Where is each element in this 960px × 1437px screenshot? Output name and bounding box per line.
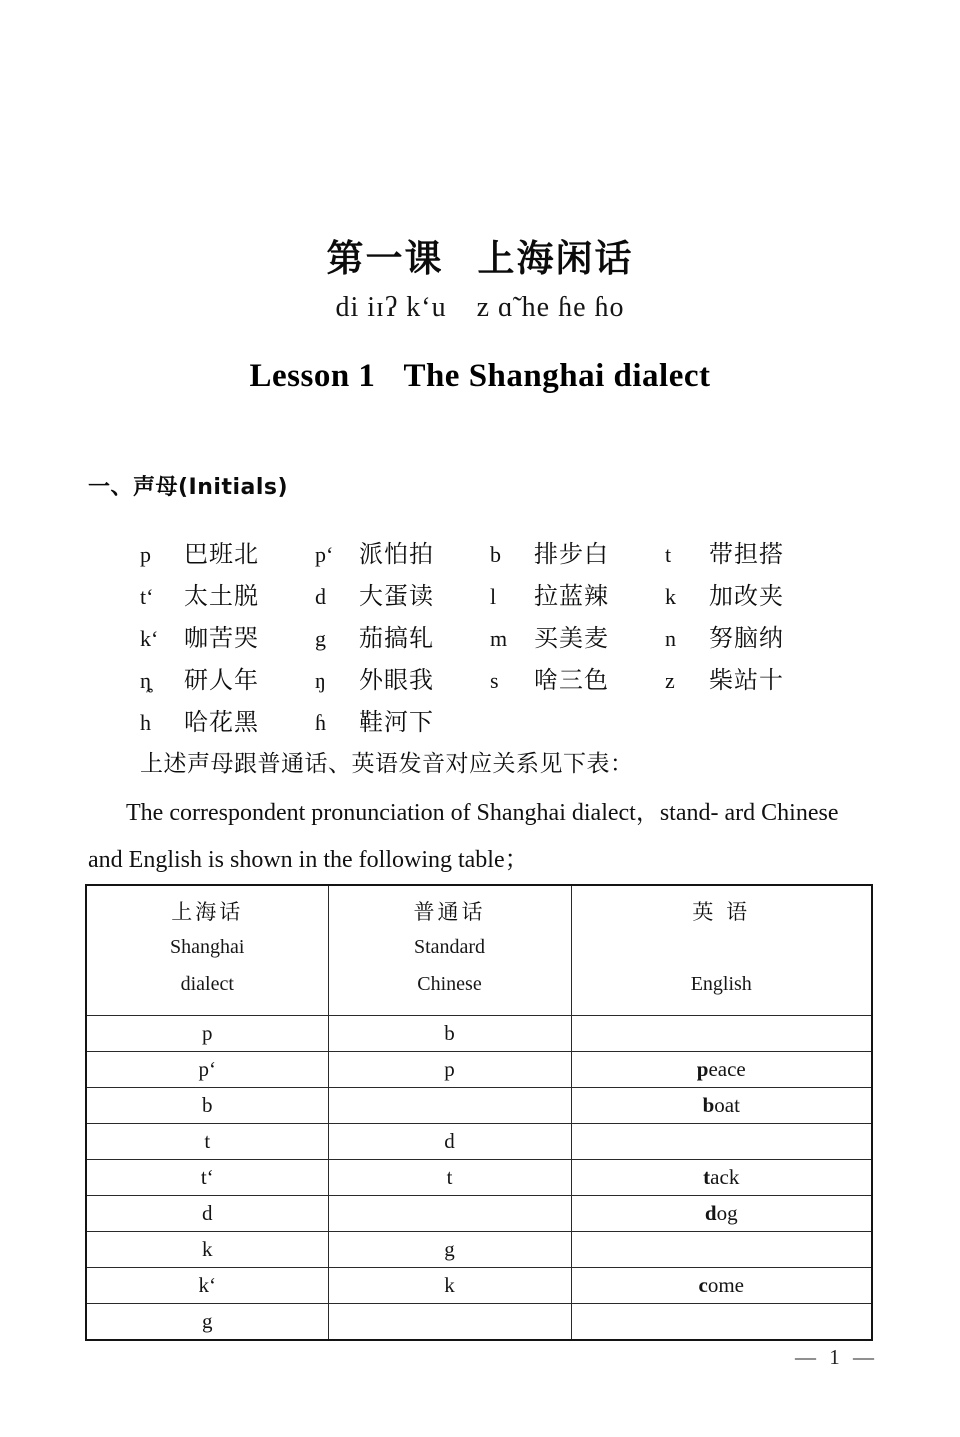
cell-mandarin [328, 1196, 571, 1232]
initial-entry [665, 660, 840, 695]
english-lead-letter: d [704, 1201, 717, 1225]
table-header-english-cn: 英 语 [692, 900, 751, 924]
initial-entry [315, 618, 490, 653]
initial-examples: 努脑纳 [709, 623, 784, 652]
title-english-lesson: Lesson 1 [249, 358, 376, 394]
initial-entry [665, 534, 840, 569]
initial-entry [665, 618, 840, 653]
initial-examples: 外眼我 [359, 665, 434, 694]
initial-examples: 鞋河下 [359, 707, 434, 736]
table-header-shanghai [86, 885, 328, 1016]
phonetic-subject: z ɑ̃ he ɦe ɦo [476, 292, 625, 323]
initials-row [140, 614, 840, 656]
cell-english [571, 1160, 872, 1196]
initials-grid [140, 530, 840, 740]
initial-examples: 巴班北 [184, 539, 259, 568]
initial-examples: 研人年 [184, 665, 259, 694]
cell-shanghai: d [86, 1196, 328, 1232]
initial-symbol: p [140, 541, 151, 567]
initial-entry [140, 660, 315, 695]
table-header-english-en [572, 929, 872, 1003]
initial-symbol: s [490, 667, 499, 693]
table-header-mandarin [328, 885, 571, 1016]
cell-english [571, 1304, 872, 1341]
cell-mandarin: d [328, 1124, 571, 1160]
table-header-row [86, 885, 872, 1016]
initials-row [140, 530, 840, 572]
english-lead-letter: c [698, 1273, 708, 1297]
table-row [86, 1052, 872, 1088]
cell-shanghai: t [86, 1124, 328, 1160]
initial-entry [140, 618, 315, 653]
cell-english [571, 1268, 872, 1304]
initial-symbol: n [665, 625, 676, 651]
initial-examples: 茄搞轧 [359, 623, 434, 652]
cell-shanghai: b [86, 1088, 328, 1124]
cell-mandarin: k [328, 1268, 571, 1304]
initial-symbol: z [665, 667, 675, 693]
table-row [86, 1016, 872, 1052]
initial-symbol: tʻ [140, 583, 154, 609]
cell-english [571, 1052, 872, 1088]
english-rest: eace [708, 1057, 746, 1081]
initial-entry [490, 534, 665, 569]
page-title-phonetic [0, 292, 960, 324]
cell-english [571, 1088, 872, 1124]
cell-english [571, 1124, 872, 1160]
cell-mandarin [328, 1304, 571, 1341]
initial-entry [315, 534, 490, 569]
initial-entry [315, 660, 490, 695]
cell-mandarin [328, 1088, 571, 1124]
initial-examples: 柴站十 [709, 665, 784, 694]
initial-examples: 啥三色 [534, 665, 609, 694]
initial-entry [490, 618, 665, 653]
header-line-3: English [690, 973, 752, 995]
table-header-shanghai-cn: 上海话 [171, 900, 244, 924]
initial-symbol: t [665, 541, 672, 567]
initial-entry [665, 576, 840, 611]
initial-entry [140, 702, 315, 737]
initial-symbol: d [315, 583, 326, 609]
table-header-mandarin-cn: 普通话 [413, 900, 486, 924]
cell-shanghai: tʻ [86, 1160, 328, 1196]
header-line-1: Standard [413, 936, 486, 958]
cell-shanghai: g [86, 1304, 328, 1341]
initial-symbol: g [315, 625, 326, 651]
section-heading-initials: 一、声母(Initials) [88, 475, 289, 500]
initial-entry [315, 702, 490, 737]
header-line-2: Chinese [417, 973, 482, 995]
cell-english [571, 1196, 872, 1232]
paragraph-english-line-2: ard Chinese and English is shown in the following table； [88, 800, 839, 873]
table-header-english [571, 885, 872, 1016]
table-row [86, 1088, 872, 1124]
title-english-subject: The Shanghai dialect [403, 358, 711, 394]
initial-entry [140, 576, 315, 611]
page-title-chinese [0, 228, 960, 282]
table-header-mandarin-en [329, 929, 571, 1003]
paragraph-chinese: 上述声母跟普通话、英语发音对应关系见下表： [140, 751, 634, 777]
table-row [86, 1268, 872, 1304]
english-lead-letter: b [702, 1093, 715, 1117]
initial-entry [490, 576, 665, 611]
initial-symbol: m [490, 625, 508, 651]
initial-symbol: pʻ [315, 541, 334, 567]
english-lead-letter: p [696, 1057, 709, 1081]
initial-entry [140, 534, 315, 569]
initial-examples: 加改夹 [709, 581, 784, 610]
table-row [86, 1160, 872, 1196]
initial-examples: 太土脱 [184, 581, 259, 610]
initial-examples: 哈花黑 [184, 707, 259, 736]
english-rest: oat [714, 1093, 740, 1117]
cell-shanghai: kʻ [86, 1268, 328, 1304]
table-row [86, 1196, 872, 1232]
initial-examples: 排步白 [534, 539, 609, 568]
initial-symbol: kʻ [140, 625, 159, 651]
english-lead-letter: t [703, 1165, 711, 1189]
cell-mandarin: p [328, 1052, 571, 1088]
initial-examples: 拉蓝辣 [534, 581, 609, 610]
page-title-english [0, 358, 960, 395]
english-rest: ome [707, 1273, 744, 1297]
table-row [86, 1232, 872, 1268]
initials-row [140, 572, 840, 614]
initial-symbol: b [490, 541, 501, 567]
initial-examples: 咖苦哭 [184, 623, 259, 652]
cell-shanghai: k [86, 1232, 328, 1268]
header-line-1: Shanghai [170, 936, 245, 958]
table-row [86, 1304, 872, 1341]
phonetic-lesson: di iɪʔ kʻu [335, 292, 447, 323]
correspondence-table [85, 884, 873, 1341]
cell-english [571, 1016, 872, 1052]
cell-mandarin: g [328, 1232, 571, 1268]
paragraph-english [88, 790, 878, 884]
initial-symbol: ŋ [315, 667, 326, 693]
title-chinese-lesson: 第一课 [326, 237, 444, 280]
initial-symbol: k [665, 583, 676, 609]
initial-symbol: ȵ [140, 667, 151, 693]
cell-mandarin: t [328, 1160, 571, 1196]
cell-shanghai: pʻ [86, 1052, 328, 1088]
initial-entry [315, 576, 490, 611]
initial-entry [490, 660, 665, 695]
initials-row [140, 698, 840, 740]
initial-examples: 买美麦 [534, 623, 609, 652]
initial-examples: 带担搭 [709, 539, 784, 568]
initials-row [140, 656, 840, 698]
initial-symbol: ɦ [315, 709, 326, 735]
english-rest: ack [710, 1165, 740, 1189]
cell-english [571, 1232, 872, 1268]
table-header-shanghai-en [87, 929, 328, 1003]
paragraph-english-line-1: The correspondent pronunciation of Shanghai dialect，stand- [126, 800, 719, 826]
cell-shanghai: p [86, 1016, 328, 1052]
header-line-2: dialect [180, 973, 234, 995]
initial-symbol: l [490, 583, 497, 609]
page-number-value: — 1 — [795, 1345, 878, 1369]
cell-mandarin: b [328, 1016, 571, 1052]
title-chinese-subject: 上海闲话 [477, 237, 634, 280]
initial-symbol: h [140, 709, 151, 735]
initial-examples: 大蛋读 [359, 581, 434, 610]
english-rest: og [716, 1201, 738, 1225]
initial-examples: 派怕拍 [359, 539, 434, 568]
table-row [86, 1124, 872, 1160]
